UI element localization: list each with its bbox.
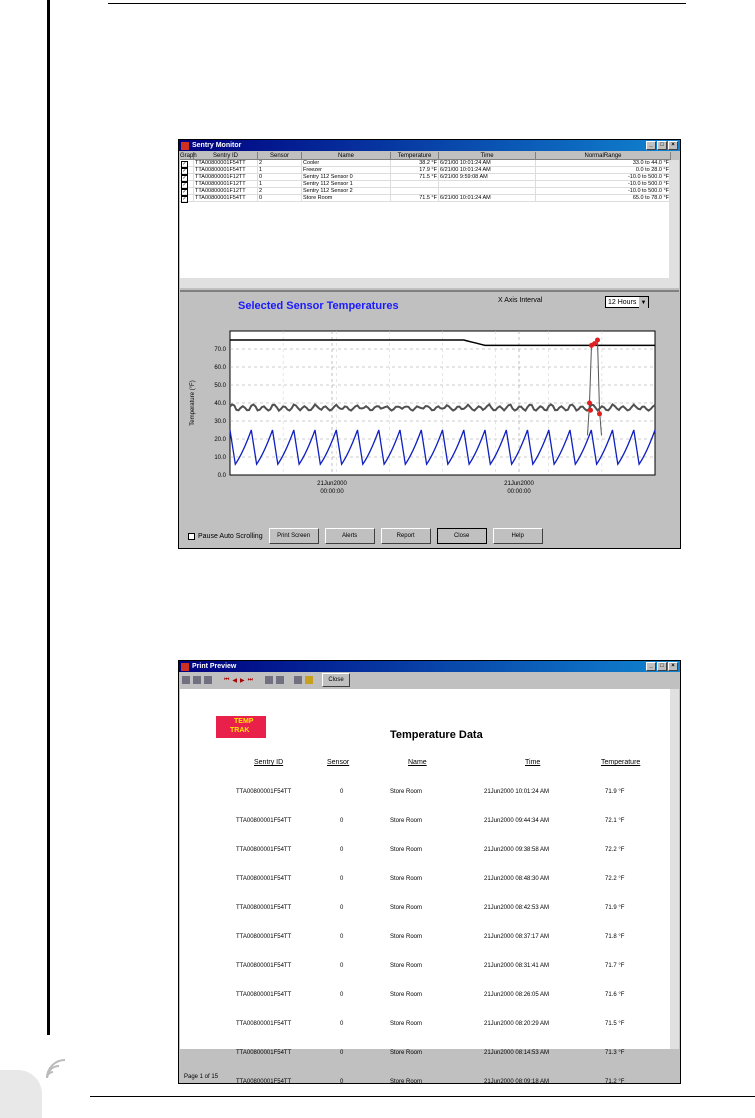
table-cell: 2 (258, 188, 302, 195)
preview-cell: 0 (340, 818, 344, 824)
preview-cell: TTA00800001F54TT (236, 1021, 292, 1027)
x-axis-interval-select[interactable] (605, 296, 649, 308)
preview-cell: Store Room (390, 963, 423, 969)
preview-titlebar (179, 661, 680, 672)
table-cell: 6/21/00 10:01:24 AM (439, 167, 536, 174)
table-cell: Sentry 112 Sensor 2 (302, 188, 391, 195)
preview-cell: TTA00800001F54TT (236, 992, 292, 998)
column-header[interactable]: Time (439, 152, 536, 160)
table-cell: 0 (258, 174, 302, 181)
table-cell: 6/21/00 10:01:24 AM (439, 195, 536, 202)
monitor-button-bar (180, 525, 679, 547)
preview-cell: 0 (340, 1079, 344, 1085)
table-cell: TTA00800001F54TT (194, 195, 258, 202)
next-page-icon[interactable]: ▶ (240, 677, 245, 684)
close-window-button[interactable]: × (668, 662, 678, 671)
preview-cell: 21Jun2000 10:01:24 AM (484, 789, 550, 795)
preview-status: Page 1 of 15 (184, 1074, 219, 1080)
preview-close-button[interactable]: Close (322, 673, 350, 687)
y-tick-label: 10.0 (214, 455, 226, 461)
minimize-button[interactable]: _ (646, 141, 656, 150)
preview-cell: 72.2 °F (605, 847, 625, 853)
preview-cell: Store Room (390, 1021, 423, 1027)
temptrak-logo (216, 716, 266, 738)
table-cell: 33.0 to 44.0 °F (536, 160, 671, 167)
whole-page-icon[interactable] (182, 676, 190, 684)
preview-cell: Store Room (390, 1079, 423, 1085)
table-cell (391, 188, 439, 195)
table-cell (439, 181, 536, 188)
table-cell: Cooler (302, 160, 391, 167)
table-cell: 6/21/00 10:01:24 AM (439, 160, 536, 167)
col-sensor: Sensor (327, 759, 350, 766)
temperature-chart (180, 316, 679, 511)
pause-checkbox[interactable] (188, 533, 195, 540)
open-icon[interactable] (305, 676, 313, 684)
table-horizontal-scrollbar[interactable] (180, 278, 669, 288)
table-cell: -10.0 to 500.0 °F (536, 174, 671, 181)
column-header[interactable]: Name (302, 152, 391, 160)
table-header (180, 152, 679, 160)
y-tick-label: 50.0 (214, 383, 226, 389)
table-cell: 2 (258, 160, 302, 167)
checkmark-icon: ✓ (182, 182, 187, 188)
preview-cell: 21Jun2000 08:42:53 AM (484, 905, 550, 911)
y-tick-label: 40.0 (214, 401, 226, 407)
preview-cell: 0 (340, 992, 344, 998)
app-icon (181, 142, 189, 150)
column-header[interactable]: NormalRange (536, 152, 671, 160)
table-cell: 1 (258, 181, 302, 188)
preview-cell: 0 (340, 905, 344, 911)
table-row[interactable] (180, 188, 679, 195)
page-width-icon[interactable] (193, 676, 201, 684)
table-cell: TTA00800001F12TT (194, 188, 258, 195)
y-axis-label: Temperature (°F) (190, 380, 196, 426)
table-cell: TTA00800001F54TT (194, 160, 258, 167)
table-cell: 6/21/00 9:59:08 AM (439, 174, 536, 181)
table-cell: 17.9 °F (391, 167, 439, 174)
preview-cell: Store Room (390, 1050, 423, 1056)
table-cell: 65.0 to 78.0 °F (536, 195, 671, 202)
pause-label: Pause Auto Scrolling (198, 532, 263, 540)
table-cell: 71.5 °F (391, 174, 439, 181)
sentry-monitor-window (178, 139, 681, 549)
preview-cell: 0 (340, 1050, 344, 1056)
save-icon[interactable] (294, 676, 302, 684)
alarm-marker (588, 408, 593, 413)
preview-cell: TTA00800001F54TT (236, 934, 292, 940)
table-cell: 38.2 °F (391, 160, 439, 167)
col-name: Name (408, 759, 427, 766)
preview-cell: TTA00800001F54TT (236, 1079, 292, 1085)
margin-bar (47, 0, 50, 1035)
preview-cell: Store Room (390, 789, 423, 795)
preview-cell: TTA00800001F54TT (236, 847, 292, 853)
x-tick-label: 21Jun2000 (504, 481, 534, 487)
table-row[interactable] (180, 160, 679, 167)
table-cell: Sentry 112 Sensor 1 (302, 181, 391, 188)
col-time: Time (525, 759, 541, 766)
preview-cell: 21Jun2000 08:31:41 AM (484, 963, 550, 969)
print-screen-button[interactable]: Print Screen (269, 528, 319, 544)
alarm-marker (597, 411, 602, 416)
table-cell: -10.0 to 500.0 °F (536, 188, 671, 195)
table-row[interactable] (180, 167, 679, 174)
report-button[interactable]: Report (381, 528, 431, 544)
graph-checkbox[interactable] (180, 160, 194, 167)
col-temperature: Temperature (601, 759, 641, 766)
graph-checkbox[interactable] (180, 188, 194, 195)
preview-cell: 71.9 °F (605, 905, 625, 911)
x-tick-label: 00:00:00 (320, 489, 344, 495)
table-cell: TTA00800001F54TT (194, 167, 258, 174)
preview-cell: 21Jun2000 08:09:18 AM (484, 1079, 550, 1085)
preview-cell: TTA00800001F54TT (236, 876, 292, 882)
preview-cell: 0 (340, 1021, 344, 1027)
column-header[interactable]: Temperature (391, 152, 439, 160)
footer-rule (90, 1096, 755, 1097)
alarm-marker (587, 401, 592, 406)
x-axis-interval-label: X Axis Interval (498, 297, 543, 304)
last-page-icon[interactable]: ⏭ (247, 676, 254, 683)
table-cell (439, 188, 536, 195)
header-rule (108, 3, 686, 4)
sentry-table (180, 152, 679, 288)
table-row[interactable] (180, 181, 679, 188)
preview-cell: 71.7 °F (605, 963, 625, 969)
y-tick-label: 70.0 (214, 347, 226, 353)
y-tick-label: 20.0 (214, 437, 226, 443)
preview-toolbar (179, 672, 680, 688)
preview-cell: TTA00800001F54TT (236, 963, 292, 969)
column-header[interactable]: Sensor (258, 152, 302, 160)
graph-checkbox[interactable] (180, 195, 194, 202)
preview-cell: 0 (340, 963, 344, 969)
table-cell: Sentry 112 Sensor 0 (302, 174, 391, 181)
x-tick-label: 21Jun2000 (317, 481, 347, 487)
y-tick-label: 30.0 (214, 419, 226, 425)
table-cell: Store Room (302, 195, 391, 202)
report-heading: Temperature Data (390, 729, 483, 741)
preview-title: Print Preview (192, 663, 237, 670)
column-header[interactable]: Graph (180, 153, 197, 159)
graph-checkbox[interactable] (180, 174, 194, 181)
preview-cell: 21Jun2000 08:14:53 AM (484, 1050, 550, 1056)
table-body (180, 160, 679, 202)
preview-cell: TTA00800001F54TT (236, 905, 292, 911)
graph-checkbox[interactable] (180, 181, 194, 188)
chevron-down-icon: ▼ (639, 297, 648, 309)
checkmark-icon: ✓ (182, 161, 187, 167)
zoom-icon[interactable] (204, 676, 212, 684)
y-tick-label: 60.0 (214, 365, 226, 371)
chart-panel (180, 290, 679, 514)
table-cell: TTA00800001F12TT (194, 174, 258, 181)
preview-cell: 71.6 °F (605, 992, 625, 998)
graph-checkbox[interactable] (180, 167, 194, 174)
close-button[interactable]: Close (437, 528, 487, 544)
app-icon (181, 663, 189, 671)
preview-cell: 71.8 °F (605, 934, 625, 940)
preview-cell: 21Jun2000 09:44:34 AM (484, 818, 550, 824)
preview-cell: 72.2 °F (605, 876, 625, 882)
preview-cell: 0 (340, 876, 344, 882)
table-cell: Freezer (302, 167, 391, 174)
preview-cell: 0 (340, 789, 344, 795)
signal-icon (43, 1058, 67, 1082)
preview-cell: 21Jun2000 08:26:05 AM (484, 992, 550, 998)
preview-cell: TTA00800001F54TT (236, 818, 292, 824)
preview-cell: 71.9 °F (605, 789, 625, 795)
checkmark-icon: ✓ (182, 168, 187, 174)
x-tick-label: 00:00:00 (507, 489, 531, 495)
logo-line1: TEMP (234, 718, 254, 725)
column-header[interactable]: Sentry ID (194, 152, 258, 160)
table-cell: TTA00800001F12TT (194, 181, 258, 188)
print-preview-window (178, 660, 681, 1084)
preview-cell: 21Jun2000 09:38:58 AM (484, 847, 550, 853)
col-sentry-id: Sentry ID (254, 759, 284, 766)
preview-cell: 21Jun2000 08:20:29 AM (484, 1021, 550, 1027)
table-cell (391, 181, 439, 188)
minimize-button[interactable]: _ (646, 662, 656, 671)
table-cell: 1 (258, 167, 302, 174)
checkmark-icon: ✓ (182, 175, 187, 181)
table-cell: -10.0 to 500.0 °F (536, 181, 671, 188)
print-icon[interactable] (276, 676, 284, 684)
preview-cell: 21Jun2000 08:48:30 AM (484, 876, 550, 882)
previous-page-icon[interactable]: ◀ (232, 677, 238, 684)
checkmark-icon: ✓ (182, 189, 187, 195)
close-window-button[interactable]: × (668, 141, 678, 150)
table-row[interactable] (180, 174, 679, 181)
preview-cell: Store Room (390, 992, 423, 998)
printer-setup-icon[interactable] (265, 676, 273, 684)
alerts-button[interactable]: Alerts (325, 528, 375, 544)
monitor-titlebar (179, 140, 680, 151)
first-page-icon[interactable]: ⏮ (224, 676, 230, 683)
preview-cell: 72.1 °F (605, 818, 625, 824)
table-cell: 71.5 °F (391, 195, 439, 202)
preview-vertical-scrollbar[interactable] (670, 689, 679, 1049)
preview-cell: 71.2 °F (605, 1079, 625, 1085)
preview-cell: TTA00800001F54TT (236, 1050, 292, 1056)
table-cell: 0.0 to 28.0 °F (536, 167, 671, 174)
monitor-title: Sentry Monitor (192, 142, 242, 149)
preview-cell: Store Room (390, 934, 423, 940)
logo-line2: TRAK (230, 727, 250, 734)
preview-cell: 0 (340, 934, 344, 940)
maximize-button[interactable]: □ (657, 141, 667, 150)
table-cell: 0 (258, 195, 302, 202)
preview-cell: TTA00800001F54TT (236, 789, 292, 795)
chart-title: Selected Sensor Temperatures (238, 300, 399, 312)
preview-cell: 21Jun2000 08:37:17 AM (484, 934, 550, 940)
x-axis-interval-value: 12 Hours (608, 299, 637, 306)
preview-cell: 71.5 °F (605, 1021, 625, 1027)
help-button[interactable]: Help (493, 528, 543, 544)
alarm-marker (595, 338, 600, 343)
preview-cell: 0 (340, 847, 344, 853)
maximize-button[interactable]: □ (657, 662, 667, 671)
preview-cell: Store Room (390, 818, 423, 824)
table-vertical-scrollbar[interactable] (669, 160, 679, 288)
preview-cell: Store Room (390, 876, 423, 882)
checkmark-icon: ✓ (182, 196, 187, 202)
table-row[interactable] (180, 195, 679, 202)
preview-cell: 71.3 °F (605, 1050, 625, 1056)
preview-cell: Store Room (390, 905, 423, 911)
page-tab (0, 1070, 42, 1118)
preview-cell: Store Room (390, 847, 423, 853)
y-tick-label: 0.0 (217, 473, 226, 479)
